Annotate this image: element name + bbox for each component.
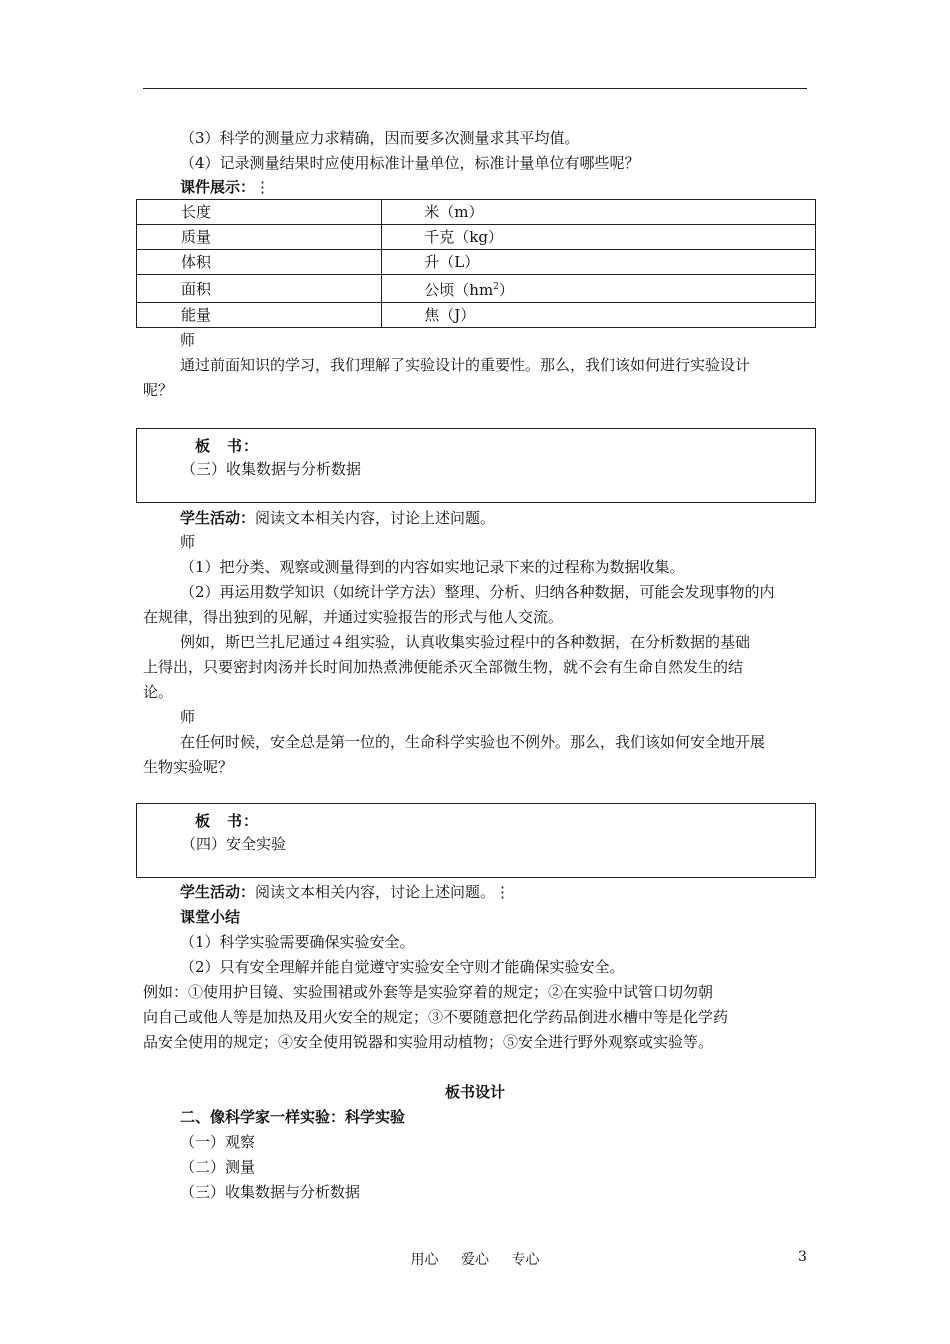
quantity-cell: 质量 <box>137 225 382 250</box>
header-rule <box>143 88 807 89</box>
page-number: 3 <box>798 1249 807 1265</box>
student-activity-label: 学生活动： <box>180 883 256 901</box>
student-activity-text: 阅读文本相关内容，讨论上述问题。⋮ <box>255 883 511 901</box>
quantity-cell: 体积 <box>137 250 382 275</box>
units-table <box>136 199 816 328</box>
text-line: 在规律，得出独到的见解，并通过实验报告的形式与他人交流。 <box>143 608 564 626</box>
text-line: 例如：①使用护目镜、实验围裙或外套等是实验穿着的规定；②在实验中试管口切勿朝 <box>143 983 714 1001</box>
design-title: 板书设计 <box>444 1083 505 1101</box>
text-line: 在任何时候，安全总是第一位的，生命科学实验也不例外。那么，我们该如何安全地开展 <box>180 733 766 751</box>
text-line: 生物实验呢？ <box>143 758 234 776</box>
board-title: 板 书： <box>195 437 260 455</box>
text-line: （1）把分类、观察或测量得到的内容如实地记录下来的过程称为数据收集。 <box>180 558 685 576</box>
text-line: 论。 <box>143 683 174 701</box>
design-item: （三）收集数据与分析数据 <box>180 1183 361 1201</box>
board-content: （三）收集数据与分析数据 <box>181 460 362 478</box>
quantity-cell: 面积 <box>137 275 382 303</box>
unit-superscript: 2 <box>493 282 499 292</box>
unit-cell: 米（m） <box>382 200 816 225</box>
text-line: 向自己或他人等是加热及用火安全的规定；③不要随意把化学药品倒进水槽中等是化学药 <box>143 1008 729 1026</box>
text-line: 呢？ <box>143 381 174 399</box>
student-activity-line <box>180 881 510 903</box>
page-footer <box>0 1249 950 1269</box>
table-row <box>137 225 816 250</box>
student-activity-text: 阅读文本相关内容，讨论上述问题。 <box>255 509 496 527</box>
table-row <box>137 200 816 225</box>
teacher-label: 师 <box>180 533 196 551</box>
text-line: 品安全使用的规定；④安全使用锐器和实验用动植物；⑤安全进行野外观察或实验等。 <box>143 1033 714 1051</box>
courseware-label: 课件展示： <box>180 178 256 196</box>
footer-word: 用心 <box>410 1252 439 1268</box>
text-line: 例如，斯巴兰扎尼通过４组实验，认真收集实验过程中的各种数据，在分析数据的基础 <box>180 633 751 651</box>
text-line: （3）科学的测量应力求精确，因而要多次测量求其平均值。 <box>180 129 580 147</box>
table-row <box>137 303 816 328</box>
text-line: （2）只有安全理解并能自觉遵守实验安全守则才能确保实验安全。 <box>180 958 625 976</box>
teacher-label: 师 <box>180 331 196 349</box>
courseware-line <box>180 176 270 198</box>
unit-cell: 焦（J） <box>382 303 816 328</box>
student-activity-label: 学生活动： <box>180 509 256 527</box>
summary-label: 课堂小结 <box>180 908 241 926</box>
text-line: （2）再运用数学知识（如统计学方法）整理、分析、归纳各种数据，可能会发现事物的内 <box>180 583 775 601</box>
text-line: 通过前面知识的学习，我们理解了实验设计的重要性。那么，我们该如何进行实验设计 <box>180 356 751 374</box>
quantity-cell: 长度 <box>137 200 382 225</box>
unit-tail: ） <box>498 281 514 299</box>
courseware-mark: ⋮ <box>255 178 271 196</box>
unit-cell: 千克（kg） <box>382 225 816 250</box>
unit-cell <box>382 275 816 303</box>
board-content: （四）安全实验 <box>181 835 287 853</box>
unit-main: 公顷（hm <box>424 281 494 299</box>
table-row <box>137 275 816 303</box>
unit-cell: 升（L） <box>382 250 816 275</box>
design-heading: 二、像科学家一样实验：科学实验 <box>180 1108 406 1126</box>
table-row <box>137 250 816 275</box>
board-box <box>136 803 816 878</box>
board-title: 板 书： <box>195 812 260 830</box>
text-line: （4）记录测量结果时应使用标准计量单位，标准计量单位有哪些呢？ <box>180 154 640 172</box>
text-line: 上得出，只要密封肉汤并长时间加热煮沸便能杀灭全部微生物，就不会有生命自然发生的结 <box>143 658 744 676</box>
quantity-cell: 能量 <box>137 303 382 328</box>
footer-word: 专心 <box>511 1252 540 1268</box>
footer-word: 爱心 <box>461 1252 489 1268</box>
design-item: （二）测量 <box>180 1158 256 1176</box>
student-activity-line <box>180 507 495 529</box>
design-item: （一）观察 <box>180 1133 256 1151</box>
board-box <box>136 428 816 503</box>
text-line: （1）科学实验需要确保实验安全。 <box>180 933 415 951</box>
teacher-label: 师 <box>180 708 196 726</box>
